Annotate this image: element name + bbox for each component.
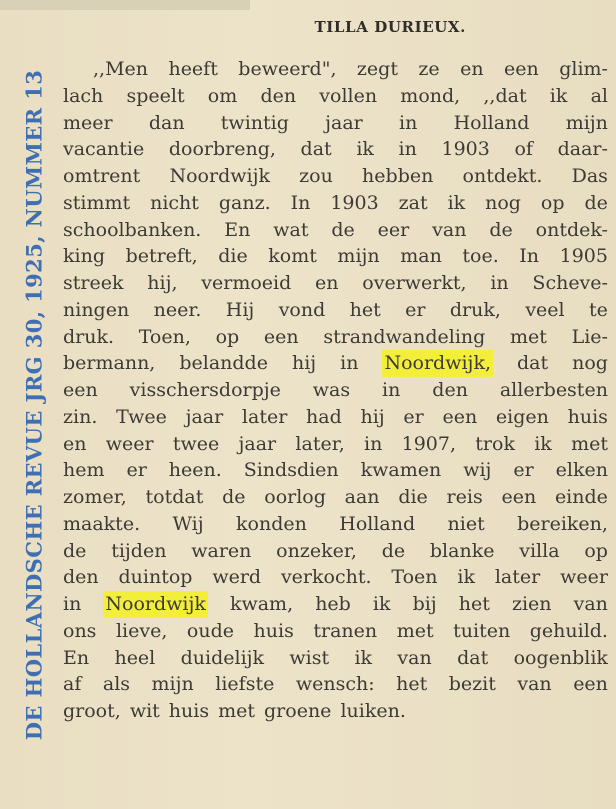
word: in bbox=[399, 111, 418, 134]
text-line bbox=[63, 270, 608, 297]
text-line bbox=[63, 538, 608, 565]
word: konden bbox=[236, 512, 307, 535]
word: lieve, bbox=[115, 619, 168, 642]
word: glim- bbox=[559, 58, 608, 80]
word: groene bbox=[264, 700, 332, 722]
word: mijn bbox=[565, 111, 608, 134]
highlighted-word: Noordwijk bbox=[103, 591, 208, 618]
word: in bbox=[63, 593, 82, 615]
word: de bbox=[63, 539, 87, 562]
text-line bbox=[63, 698, 608, 725]
word: die bbox=[398, 486, 428, 508]
word: huis bbox=[567, 405, 608, 428]
word: van bbox=[432, 218, 467, 241]
word: dat bbox=[457, 646, 489, 669]
word: zien bbox=[511, 593, 552, 615]
word: onzeker, bbox=[276, 539, 357, 562]
word: wat bbox=[273, 218, 309, 241]
word: betreft, bbox=[125, 245, 198, 268]
word: ik bbox=[447, 191, 466, 214]
word: den bbox=[63, 566, 99, 589]
word: meer bbox=[63, 111, 113, 134]
word: ik bbox=[457, 566, 475, 589]
word: kwamen bbox=[360, 459, 442, 482]
word: een bbox=[442, 405, 478, 428]
text-line bbox=[63, 404, 608, 431]
word: ontdekt. bbox=[462, 165, 543, 187]
text-line bbox=[63, 217, 608, 244]
word: als bbox=[102, 673, 131, 696]
word: einde bbox=[554, 486, 608, 508]
word: weer bbox=[105, 432, 154, 455]
word: in bbox=[364, 432, 383, 455]
word: al bbox=[590, 84, 608, 107]
word: jaar bbox=[325, 111, 363, 134]
word: eer bbox=[377, 218, 410, 241]
text-line bbox=[63, 136, 608, 163]
word: ons bbox=[63, 619, 97, 642]
word: heen. bbox=[168, 459, 222, 482]
word: omtrent bbox=[63, 165, 141, 187]
word: totdat bbox=[145, 486, 204, 508]
word: ik bbox=[534, 432, 552, 455]
word: van bbox=[397, 646, 432, 669]
source-caption: DE HOLLANDSCHE REVUE JRG 30, 1925, NUMMER 13 bbox=[21, 69, 47, 741]
word: Das bbox=[571, 165, 608, 187]
word: groot, bbox=[63, 700, 121, 722]
word: met bbox=[218, 700, 256, 722]
text-line bbox=[63, 484, 608, 511]
word: stimmt bbox=[63, 191, 131, 214]
word: de bbox=[222, 486, 246, 508]
word: in bbox=[398, 138, 417, 161]
word: hij bbox=[360, 405, 385, 428]
word: belandde bbox=[179, 352, 268, 375]
text-line bbox=[63, 190, 608, 217]
word: hij, bbox=[147, 272, 178, 294]
word: later, bbox=[295, 432, 345, 455]
word: een bbox=[501, 486, 537, 508]
word: visschersdorpje bbox=[129, 379, 281, 401]
word: dat bbox=[300, 138, 332, 161]
text-line bbox=[63, 83, 608, 110]
word: Wij bbox=[172, 512, 204, 535]
word: de bbox=[584, 191, 608, 214]
word: oude bbox=[186, 619, 235, 642]
word: weer bbox=[560, 566, 608, 589]
word: mijn bbox=[337, 245, 380, 268]
text-line bbox=[63, 671, 608, 698]
word: huis bbox=[168, 700, 210, 722]
word: wist bbox=[289, 646, 330, 669]
word: 1905 bbox=[559, 245, 608, 268]
word: hij bbox=[291, 352, 317, 375]
word: hebben bbox=[362, 165, 434, 187]
word: ,,dat bbox=[483, 84, 527, 107]
word: met bbox=[396, 619, 434, 642]
text-line bbox=[63, 511, 608, 538]
word: elken bbox=[555, 459, 608, 482]
text-line bbox=[63, 618, 608, 645]
word: oogenblik bbox=[513, 646, 608, 669]
word: En bbox=[63, 646, 90, 669]
word: Lie- bbox=[571, 325, 608, 348]
word: 1903 bbox=[330, 191, 379, 214]
word: reis bbox=[446, 486, 483, 508]
word: Scheve- bbox=[532, 272, 608, 294]
word: bij bbox=[412, 593, 437, 615]
word: Twee bbox=[116, 405, 167, 428]
word: 1903 bbox=[441, 138, 490, 161]
word: liefste bbox=[215, 673, 275, 696]
word: allerbesten bbox=[499, 379, 608, 401]
word: er bbox=[405, 298, 426, 321]
word: in bbox=[490, 272, 509, 294]
word: speelt bbox=[126, 84, 185, 107]
word: nicht bbox=[150, 191, 199, 214]
word: In bbox=[519, 245, 540, 268]
word: vollen bbox=[319, 84, 378, 107]
word: daar- bbox=[557, 138, 608, 161]
word: Holland bbox=[339, 512, 416, 535]
text-line bbox=[63, 163, 608, 190]
word: zou bbox=[299, 165, 333, 187]
word: bermann, bbox=[63, 352, 156, 375]
word: van bbox=[573, 593, 608, 615]
word: de bbox=[489, 218, 513, 241]
word: op bbox=[584, 539, 608, 562]
word: den bbox=[432, 379, 468, 401]
word: in bbox=[340, 352, 359, 375]
word: om bbox=[207, 84, 238, 107]
word: van bbox=[517, 673, 552, 696]
word: ningen bbox=[63, 298, 130, 321]
word: villa bbox=[519, 539, 560, 562]
word: ik bbox=[356, 138, 374, 161]
word: de bbox=[381, 539, 406, 562]
word: king bbox=[63, 245, 105, 268]
word: ganz. bbox=[218, 191, 271, 214]
word: vacantie bbox=[63, 138, 145, 161]
word: af bbox=[63, 673, 82, 696]
word: een bbox=[263, 325, 299, 348]
word: bezit bbox=[448, 673, 496, 696]
word: nog bbox=[572, 352, 608, 375]
word: was bbox=[312, 379, 351, 401]
word: twintig bbox=[220, 111, 289, 134]
word: streek bbox=[63, 272, 124, 294]
word: eigen bbox=[495, 405, 549, 428]
word: man bbox=[400, 245, 442, 268]
word: twee bbox=[172, 432, 220, 455]
word: er bbox=[513, 459, 534, 482]
word: die bbox=[218, 245, 248, 268]
word: waren bbox=[191, 539, 252, 562]
word: nog bbox=[485, 191, 521, 214]
text-line bbox=[63, 56, 608, 83]
word: ik bbox=[372, 593, 391, 615]
word: wij bbox=[463, 459, 492, 482]
word: zin. bbox=[63, 405, 98, 428]
word: later bbox=[494, 566, 541, 589]
word: ik bbox=[354, 646, 373, 669]
word: een bbox=[573, 673, 608, 696]
word: en bbox=[63, 432, 87, 455]
word: er bbox=[126, 459, 147, 482]
word: Toen, bbox=[138, 325, 191, 348]
word: niet bbox=[447, 512, 485, 535]
word: komt bbox=[268, 245, 317, 268]
text-line bbox=[63, 243, 608, 270]
word: aan bbox=[344, 486, 380, 508]
word: zat bbox=[398, 191, 428, 214]
word: hem bbox=[63, 459, 105, 482]
word: luiken. bbox=[340, 700, 406, 722]
word: werd bbox=[212, 566, 262, 589]
word: doorbreng, bbox=[168, 138, 276, 161]
word: heb bbox=[315, 593, 351, 615]
word: verkocht. bbox=[280, 566, 372, 589]
word: kwam, bbox=[229, 593, 294, 615]
word: tijden bbox=[111, 539, 167, 562]
word: vermoeid bbox=[201, 272, 292, 294]
word: duidelijk bbox=[180, 646, 265, 669]
highlighted-word: Noordwijk, bbox=[382, 350, 493, 377]
word: wit bbox=[129, 700, 160, 722]
word: strandwandeling bbox=[323, 325, 486, 348]
word: er bbox=[403, 405, 424, 428]
word: jaar bbox=[185, 405, 224, 428]
word: het bbox=[349, 298, 381, 321]
word: en bbox=[460, 58, 484, 80]
word: 1907, bbox=[401, 432, 457, 455]
word: druk. bbox=[63, 325, 115, 348]
word: jaar bbox=[238, 432, 277, 455]
word: Sindsdien bbox=[243, 459, 339, 482]
text-line bbox=[63, 297, 608, 324]
word: ik bbox=[549, 84, 568, 107]
scan-edge bbox=[0, 0, 250, 10]
word: Toen bbox=[391, 566, 438, 589]
word: op bbox=[540, 191, 565, 214]
word: En bbox=[224, 218, 251, 241]
word: maakte. bbox=[63, 512, 141, 535]
word: neer. bbox=[153, 298, 202, 321]
word: had bbox=[306, 405, 342, 428]
text-line bbox=[63, 431, 608, 458]
word: dat bbox=[517, 352, 549, 375]
word: Holland bbox=[453, 111, 530, 134]
word: mond, bbox=[400, 84, 461, 107]
word: op bbox=[215, 325, 240, 348]
article-body bbox=[63, 56, 608, 725]
word: wensch: bbox=[295, 673, 375, 696]
word: ontdek- bbox=[535, 218, 608, 241]
text-line bbox=[63, 591, 608, 618]
word: met bbox=[571, 432, 608, 455]
word: Hij bbox=[225, 298, 255, 321]
word: en bbox=[315, 272, 339, 294]
word: een bbox=[504, 58, 539, 80]
word: In bbox=[290, 191, 311, 214]
word: schoolbanken. bbox=[63, 218, 202, 241]
word: het bbox=[458, 593, 490, 615]
word: trok bbox=[475, 432, 515, 455]
word: zegt bbox=[356, 58, 398, 80]
word: ,,Men bbox=[93, 58, 149, 80]
word: dan bbox=[148, 111, 185, 134]
word: ze bbox=[418, 58, 440, 80]
word: zomer, bbox=[63, 486, 127, 508]
word: gehuild. bbox=[529, 619, 608, 642]
word: of bbox=[514, 138, 533, 161]
word: den bbox=[260, 84, 297, 107]
word: het bbox=[396, 673, 428, 696]
word: druk, bbox=[449, 298, 501, 321]
word: overwerkt, bbox=[362, 272, 467, 294]
word: lach bbox=[63, 84, 104, 107]
word: oorlog bbox=[264, 486, 326, 508]
word: vond bbox=[278, 298, 326, 321]
text-line bbox=[63, 457, 608, 484]
word: huis bbox=[253, 619, 294, 642]
word: te bbox=[589, 298, 608, 321]
word: tuiten bbox=[453, 619, 511, 642]
text-line bbox=[63, 377, 608, 404]
text-line bbox=[63, 324, 608, 351]
word: tranen bbox=[313, 619, 378, 642]
word: bereiken, bbox=[517, 512, 608, 535]
word: heeft bbox=[168, 58, 218, 80]
word: Noordwijk bbox=[169, 165, 270, 187]
word: met bbox=[509, 325, 547, 348]
word: mijn bbox=[151, 673, 194, 696]
word: heel bbox=[114, 646, 156, 669]
word: later bbox=[241, 405, 288, 428]
article-title: TILLA DURIEUX. bbox=[314, 18, 466, 36]
word: beweerd", bbox=[238, 58, 337, 80]
word: een bbox=[63, 379, 98, 401]
word: duintop bbox=[118, 566, 193, 589]
word: in bbox=[382, 379, 401, 401]
text-line bbox=[63, 564, 608, 591]
text-line bbox=[63, 110, 608, 137]
text-line bbox=[63, 645, 608, 672]
word: toe. bbox=[462, 245, 499, 268]
word: veel bbox=[525, 298, 565, 321]
word: de bbox=[331, 218, 355, 241]
text-line bbox=[63, 350, 608, 377]
word: blanke bbox=[429, 539, 495, 562]
